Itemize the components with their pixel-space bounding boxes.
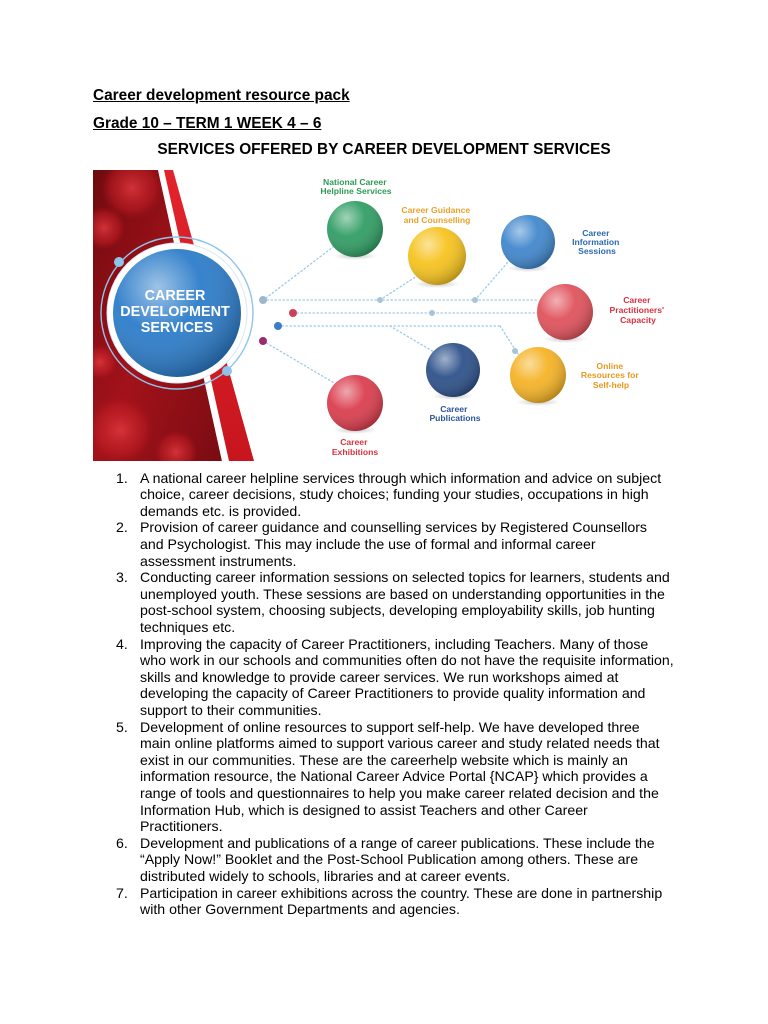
service-label <box>610 295 667 325</box>
connector-dot <box>429 310 435 316</box>
text-line: Participation in career exhibitions across the country. These are done in partnership <box>140 884 663 901</box>
service-label-line: Career <box>623 295 651 305</box>
list-item-text <box>140 569 768 635</box>
service-label-line: Online <box>596 361 624 371</box>
document-title: Career development resource pack <box>93 87 350 104</box>
service-circle-highlight <box>408 227 466 285</box>
connector-dot <box>377 297 383 303</box>
text-line: assessment instruments. <box>140 552 297 569</box>
text-line: techniques etc. <box>140 619 236 636</box>
connector-dot <box>512 348 518 354</box>
list-item <box>0 719 768 835</box>
text-line: information resource, the National Career Advice Portal {NCAP} which provides a <box>140 768 648 785</box>
service-label-line: Practitioners' <box>609 305 665 315</box>
text-line: Development of online resources to support self-help. We have developed three <box>140 718 640 735</box>
service-label <box>581 361 641 390</box>
career-services-diagram <box>93 170 693 461</box>
text-line: choice, career decisions, study choices; funding your studies, occupations in high <box>140 486 649 503</box>
list-item <box>0 835 768 885</box>
service-label-line: Career <box>440 404 468 414</box>
service-label-line: Career <box>340 437 368 447</box>
connector-line <box>475 262 508 300</box>
service-label <box>332 437 379 457</box>
text-line: and Psychologist. This may include the use of formal and informal career <box>140 536 596 553</box>
grade-term-heading: Grade 10 – TERM 1 WEEK 4 – 6 <box>93 115 322 132</box>
connector-dots <box>259 296 518 354</box>
service-national-helpline <box>320 177 391 260</box>
hub-ring-dot <box>114 257 124 267</box>
list-item-number: 4. <box>116 635 128 652</box>
connector-lines <box>263 247 538 384</box>
list-item-number: 3. <box>116 569 128 586</box>
text-line: Information Hub, which is designed to assist Teachers and other Career <box>140 801 588 818</box>
service-label <box>429 404 480 423</box>
service-label-line: and Counselling <box>403 215 471 225</box>
service-publications <box>426 343 481 423</box>
list-item <box>0 885 768 918</box>
list-item <box>0 636 768 719</box>
text-line: skills and knowledge to provide career services. We run workshops aimed at <box>140 668 619 685</box>
text-line: Practitioners. <box>140 818 223 835</box>
hub-label-line: SERVICES <box>140 320 214 336</box>
text-line: Development and publications of a range of career publications. These include the <box>140 834 655 851</box>
list-item-text <box>140 636 768 719</box>
connector-dot <box>259 337 267 345</box>
text-line: Conducting career information sessions on selected topics for learners, students and <box>140 569 670 586</box>
service-exhibitions <box>327 375 383 457</box>
service-circle-highlight <box>426 343 480 397</box>
list-item-number: 1. <box>116 469 128 486</box>
text-line: Improving the capacity of Career Practitioners, including Teachers. Many of those <box>140 635 649 652</box>
text-line: post-school system, choosing subjects, developing employability skills, job hunting <box>140 602 655 619</box>
list-item <box>0 569 768 635</box>
service-online-resources <box>510 347 641 406</box>
service-label-line: Helpline Services <box>320 186 392 196</box>
list-item-text <box>140 470 768 520</box>
service-practitioners-capacity <box>537 284 666 343</box>
hub-ring-dot <box>222 366 232 376</box>
list-item <box>0 519 768 569</box>
connector-dot <box>289 309 297 317</box>
service-label-line: Resources for <box>580 370 639 380</box>
text-line: Provision of career guidance and counselling services by Registered Counsellors <box>140 519 647 536</box>
text-line: who work in our schools and communities often do not have the requisite information, <box>140 652 674 669</box>
text-line: distributed widely to schools, libraries and at career events. <box>140 867 511 884</box>
service-circle-highlight <box>327 375 383 431</box>
service-circle-highlight <box>501 215 555 269</box>
hub-label-line: DEVELOPMENT <box>120 304 230 320</box>
service-circle-highlight <box>537 284 593 340</box>
text-line: A national career helpline services through which information and advice on subject <box>140 469 662 486</box>
text-line: “Apply Now!” Booklet and the Post-School Publication among others. These are <box>140 851 639 868</box>
service-label <box>320 177 391 196</box>
list-item-number: 6. <box>116 834 128 851</box>
hub-label-line: CAREER <box>144 288 206 304</box>
list-item-number: 7. <box>116 884 128 901</box>
service-label-line: Self-help <box>592 380 630 390</box>
service-circle-highlight <box>510 347 566 403</box>
service-label <box>401 205 472 225</box>
service-circle-highlight <box>327 201 383 257</box>
list-item-number: 2. <box>116 519 128 536</box>
connector-line <box>263 341 336 384</box>
service-information-sessions <box>501 215 622 272</box>
text-line: unemployed youth. These sessions are based on understanding opportunities in the <box>140 585 665 602</box>
service-guidance-counselling <box>401 205 472 288</box>
text-line: developing the capacity of Career Practitioners to provide quality information and <box>140 685 646 702</box>
service-label-line: Career Guidance <box>401 205 471 215</box>
service-label-line: Capacity <box>620 315 656 325</box>
service-label-line: National Career <box>323 177 387 187</box>
service-label-line: Information <box>572 237 620 247</box>
connector-line <box>390 326 434 352</box>
list-item-number: 5. <box>116 718 128 735</box>
connector-dot <box>259 296 267 304</box>
list-item-text <box>140 719 768 835</box>
section-heading: SERVICES OFFERED BY CAREER DEVELOPMENT SERVICES <box>157 141 611 158</box>
text-line: demands etc. is provided. <box>140 502 302 519</box>
list-item-text <box>140 885 768 918</box>
list-item-text <box>140 835 768 885</box>
connector-dot <box>472 297 478 303</box>
text-line: range of tools and questionnaires to help you make career related decision and the <box>140 784 659 801</box>
service-label-line: Sessions <box>578 246 616 256</box>
service-label-line: Career <box>582 228 610 238</box>
list-item <box>0 470 768 520</box>
text-line: exist in our communities. These are the careerhelp website which is mainly an <box>140 751 628 768</box>
connector-dot <box>274 322 282 330</box>
service-label-line: Publications <box>429 413 481 423</box>
text-line: with other Government Departments and agencies. <box>140 901 460 918</box>
text-line: support to their communities. <box>140 702 322 718</box>
service-label <box>572 228 622 256</box>
connector-line <box>380 276 417 300</box>
connector-line <box>266 247 333 298</box>
text-line: main online platforms aimed to support various career and study related needs that <box>140 735 660 752</box>
list-item-text <box>140 519 768 569</box>
services-list <box>0 470 768 918</box>
service-label-line: Exhibitions <box>331 447 379 457</box>
